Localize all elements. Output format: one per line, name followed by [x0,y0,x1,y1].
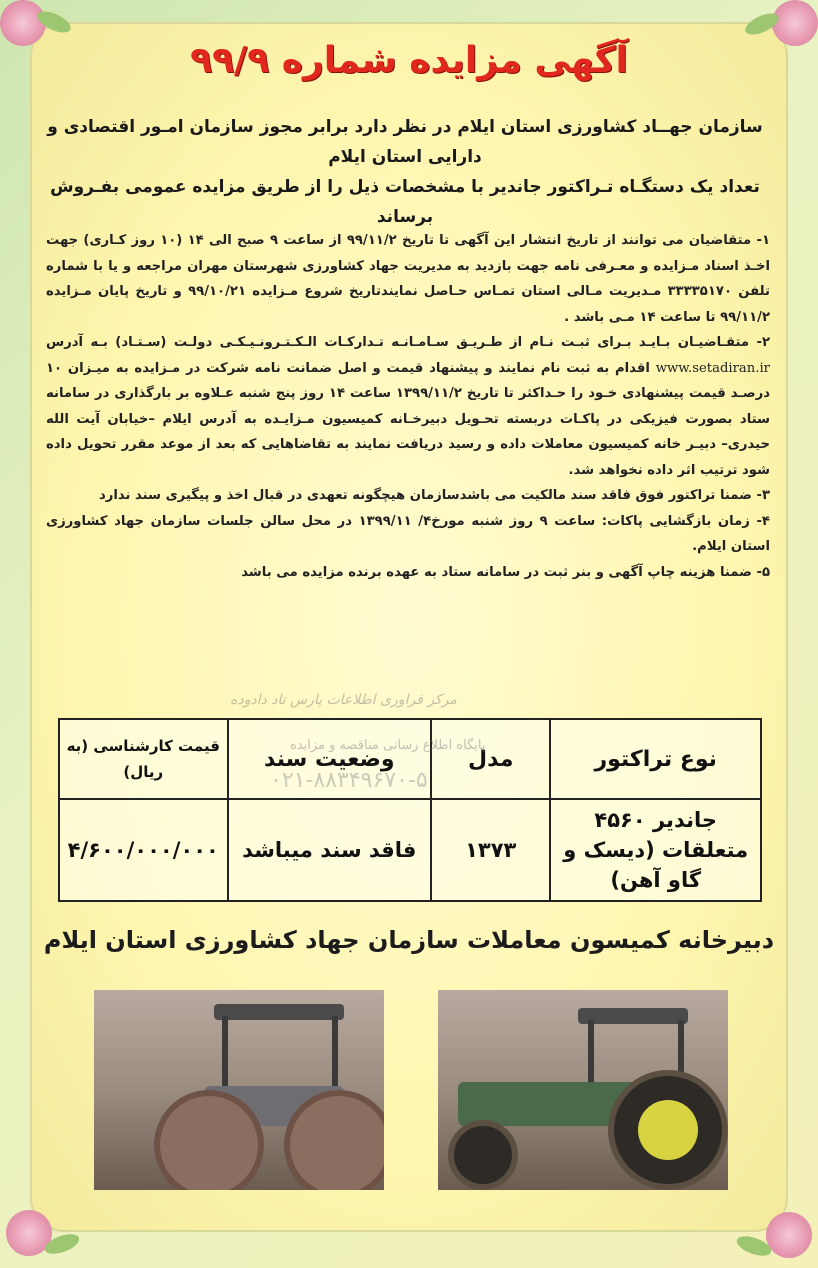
term-2-part-a: ۲- متقـاضیـان بـایـد بـرای ثبـت نـام از طـریـق سـامـانـه تـدارکـات الـکـتـرونـیـکـی دولـت (سـتـاد) بـه آدرس [46,335,770,350]
term-5: ۵- ضمنا هزینه چاپ آگهی و بنر ثبت در سامانه ستاد به عهده برنده مزایده می باشد [241,564,770,580]
notice-title: آگهی مزایده شماره ۹۹/۹ [190,40,628,81]
term-2 [46,330,770,483]
tractor-post [222,1016,228,1096]
header-document-status: وضعیت سند [228,719,432,799]
intro-line-2: تعداد یک دستگـاه تـراکتور جاندیر با مشخصات ذیل را از طریق مزایده عمومی بفـروش برساند [50,177,760,227]
tractor-name: جاندیر ۴۵۶۰ [594,808,717,832]
tractor-roof [578,1008,688,1024]
setad-website-link[interactable]: www.setadiran.ir [655,360,770,376]
tractor-post [588,1020,594,1090]
intro-line-1: سازمان جهــاد کشاورزی استان ایلام در نظر دارد برابر مجوز سازمان امـور اقتصادی و دارایی استان ایلام [47,117,763,167]
table-row [59,799,761,901]
watermark-phone: ۰۲۱-۸۸۳۴۹۶۷۰-۵ [270,768,428,793]
cell-document-status: فاقد سند میباشد [228,799,432,901]
term-1: ۱- متقاضیان می توانند از تاریخ انتشار این آگهی تا تاریخ ۹۹/۱۱/۲ از ساعت ۹ صبح الی ۱۴ (۱۰ روز کـاری) جهت اخـذ اسناد مـزایده و معـرفی نامه جهت بازدید به مدیریت جهاد کشاورزی شهرستان مهران مراجعه و یا با شماره تلفن ۳۳۳۳۵۱۷۰ مـدیریت مـالی استان تمـاس حـاصل نمایندتاریخ شروع مـزایده ۹۹/۱۰/۲۱ و تاریخ پایان مـزایده ۹۹/۱۱/۲ تا ساعت ۱۴ مـی باشد . [46,233,770,325]
header-expert-price: قیمت کارشناسی (به ریال) [59,719,228,799]
watermark-text: مرکز فراوری اطلاعات پارس تاد دادوده [230,692,457,708]
term-3: ۳- ضمنا تراکتور فوق فاقد سند مالکیت می باشدسازمان هیچگونه تعهدی در قبال اخذ و پیگیری سند ندارد [99,488,770,503]
cell-tractor-type [550,799,761,901]
cell-model: ۱۳۷۳ [431,799,550,901]
cell-expert-price: ۴/۶۰۰/۰۰۰/۰۰۰ [59,799,228,901]
tractor-roof [214,1004,344,1020]
header-tractor-type: نوع تراکتور [550,719,761,799]
tractor-accessories: متعلقات (دیسک و گاو آهن) [563,838,749,892]
flower-decoration [766,1212,812,1258]
tractor-rear-wheel [154,1090,264,1190]
tractor-photo-front [438,990,728,1190]
tractor-photo-rear [94,990,384,1190]
notice-intro [44,112,766,232]
terms-list [46,228,770,585]
tractor-wheel-hub [638,1100,698,1160]
term-2-part-b: اقدام به ثبت نام نمایند و پیشنهاد قیمت و اصل ضمانت نامه شرکت در مـزایده به میـزان ۱۰ درصـد قیمت پیشنهادی خـود را حـداکثر تا تاریخ ۱۳۹۹/۱۱/۲ ساعت ۱۴ روز پنج شنبه عـلاوه بر بارگذاری در سامانه ستاد بصورت فیزیکی در پاکـات دربسته تحـویل دبیرخـانه کمیسیون مـزایـده به آدرس ایلام –خیابان آیت الله حیدری– دبیـر خانه کمیسیون معاملات داده و رسید دریافت نمایند به تقاضاهایی که بعد از موعد مقرر تحویل داده شود ترتیب اثر داده نخواهد شد. [46,360,770,478]
footer-signature: دبیرخانه کمیسون معاملات سازمان جهاد کشاورزی استان ایلام [43,926,775,954]
watermark-portal: پایگاه اطلاع رسانی مناقصه و مزایده [290,738,486,753]
header-model: مدل [431,719,550,799]
tractor-front-wheel [448,1120,518,1190]
term-4: ۴- زمان بازگشایی پاکات: ساعت ۹ روز شنبه مورخ۴/ ۱۳۹۹/۱۱ در محل سالن جلسات سازمان جهاد کشاورزی استان ایلام. [46,513,770,554]
tractor-post [332,1016,338,1096]
